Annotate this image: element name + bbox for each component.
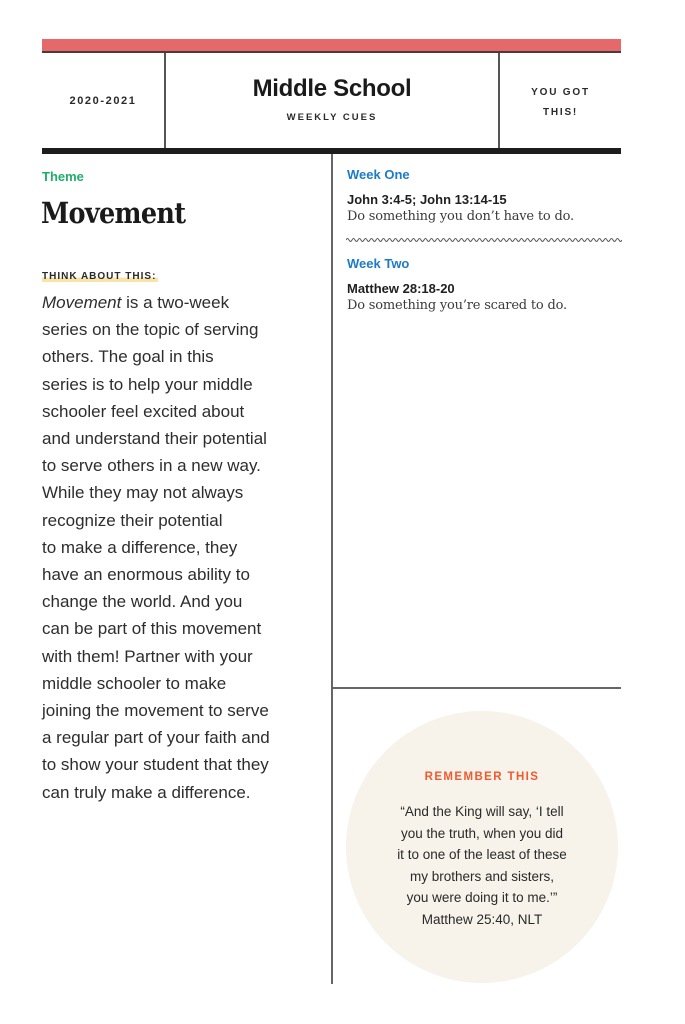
- body-line: While they may not always: [42, 483, 244, 503]
- weekly-cue: Do something you’re scared to do.: [347, 298, 567, 313]
- week-label: Week Two: [347, 256, 410, 271]
- column-divider: [331, 154, 333, 984]
- body-line: recognize their potential: [42, 510, 223, 530]
- body-line: schooler feel excited about: [42, 401, 245, 421]
- verse-reference: Matthew 25:40, NLT: [421, 911, 543, 927]
- encouragement-text: [500, 83, 621, 123]
- verse-line: you were doing it to me.’”: [406, 890, 558, 905]
- scripture-reference: Matthew 28:18-20: [347, 281, 455, 296]
- page-subtitle: WEEKLY CUES: [286, 112, 378, 123]
- body-line: and understand their potential: [42, 429, 267, 449]
- scripture-reference: John 3:4-5; John 13:14-15: [347, 192, 507, 207]
- header-title-block: [166, 75, 498, 123]
- think-about-this-label: THINK ABOUT THIS:: [42, 271, 157, 282]
- section-divider: [331, 687, 621, 689]
- series-name: Movement: [42, 293, 122, 312]
- body-line: with them! Partner with your: [42, 646, 253, 666]
- week-two-section: [347, 256, 622, 313]
- body-line: can be part of this movement: [42, 619, 262, 639]
- body-line: can truly make a difference.: [42, 782, 251, 802]
- body-line: middle schooler to make: [42, 673, 227, 693]
- top-accent-bar: [42, 39, 621, 53]
- body-line: series on the topic of serving: [42, 320, 259, 340]
- body-line: have an enormous ability to: [42, 565, 250, 585]
- body-line: to serve others in a new way.: [42, 456, 261, 476]
- school-year: 2020-2021: [69, 95, 137, 107]
- week-label: Week One: [347, 167, 410, 182]
- think-about-this-body: [42, 289, 327, 806]
- body-line: joining the movement to serve: [42, 701, 269, 721]
- verse-line: it to one of the least of these: [397, 847, 567, 862]
- page-title: Middle School: [252, 75, 412, 102]
- body-line-text: is a two-week: [121, 293, 230, 312]
- body-line: [42, 289, 327, 316]
- body-line: to show your student that they: [42, 755, 269, 775]
- encouragement-line: YOU GOT: [531, 87, 590, 98]
- body-line: others. The goal in this: [42, 347, 214, 367]
- verse-line: you the truth, when you did: [400, 825, 564, 841]
- theme-label: Theme: [42, 169, 84, 184]
- page-header: [42, 53, 621, 149]
- remember-this-label: REMEMBER THIS: [424, 771, 540, 783]
- verse-line: “And the King will say, ‘I tell: [400, 804, 564, 819]
- theme-title: Movement: [41, 196, 186, 230]
- week-one-section: [347, 167, 622, 224]
- body-line: a regular part of your faith and: [42, 728, 270, 748]
- memory-verse: [346, 801, 618, 930]
- verse-line: my brothers and sisters,: [409, 868, 555, 884]
- body-line: change the world. And you: [42, 592, 243, 612]
- wavy-divider: [346, 236, 622, 244]
- body-line: series is to help your middle: [42, 374, 253, 394]
- weekly-cue: Do something you don’t have to do.: [347, 209, 574, 224]
- encouragement-line: THIS!: [542, 107, 579, 118]
- body-line: to make a difference, they: [42, 537, 238, 557]
